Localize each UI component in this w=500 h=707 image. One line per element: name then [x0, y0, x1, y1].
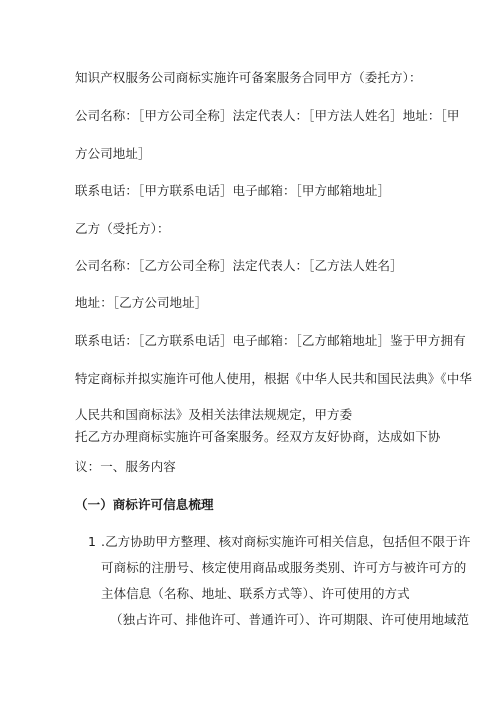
party-a-company-line: 公司名称：［甲方公司全称］法定代表人：［甲方法人姓名］地址：［甲	[75, 108, 460, 123]
item-line-1: .乙方协助甲方整理、核对商标实施许可相关信息，包括但不限于许	[101, 534, 471, 549]
item-line-2: 可商标的注册号、核定使用商品或服务类别、许可方与被许可方的	[101, 560, 467, 575]
party-b-contact-line: 联系电话：［乙方联系电话］电子邮箱：［乙方邮箱地址］鉴于甲方拥有	[75, 333, 466, 348]
recital-line-2: 人民共和国商标法》及相关法律法规规定，甲方委	[75, 407, 353, 422]
party-b-company-line: 公司名称：［乙方公司全称］法定代表人：［乙方法人姓名］	[75, 258, 403, 273]
recital-line-3: 托乙方办理商标实施许可备案服务。经双方友好协商，达成如下协	[75, 429, 441, 444]
contract-title-line: 知识产权服务公司商标实施许可备案服务合同甲方（委托方）：	[75, 70, 422, 85]
party-a-address-line: 方公司地址］	[75, 146, 151, 161]
item-line-3: 主体信息（名称、地址、联系方式等）、许可使用的方式	[101, 586, 410, 601]
recital-line-1: 特定商标并拟实施许可他人使用，根据《中华人民共和国民法典》《中华	[75, 371, 472, 386]
section-heading: （一）商标许可信息梳理	[75, 497, 214, 512]
party-b-address-line: 地址：［乙方公司地址］	[75, 295, 208, 310]
party-b-heading-line: 乙方（受托方）：	[75, 221, 170, 236]
item-line-4: （独占许可、排他许可、普通许可）、许可期限、许可使用地域范	[110, 612, 470, 627]
item-number: 1	[88, 534, 96, 549]
party-a-contact-line: 联系电话：［甲方联系电话］电子邮箱：［甲方邮箱地址］	[75, 183, 391, 198]
service-content-line: 议：一、服务内容	[75, 459, 176, 474]
